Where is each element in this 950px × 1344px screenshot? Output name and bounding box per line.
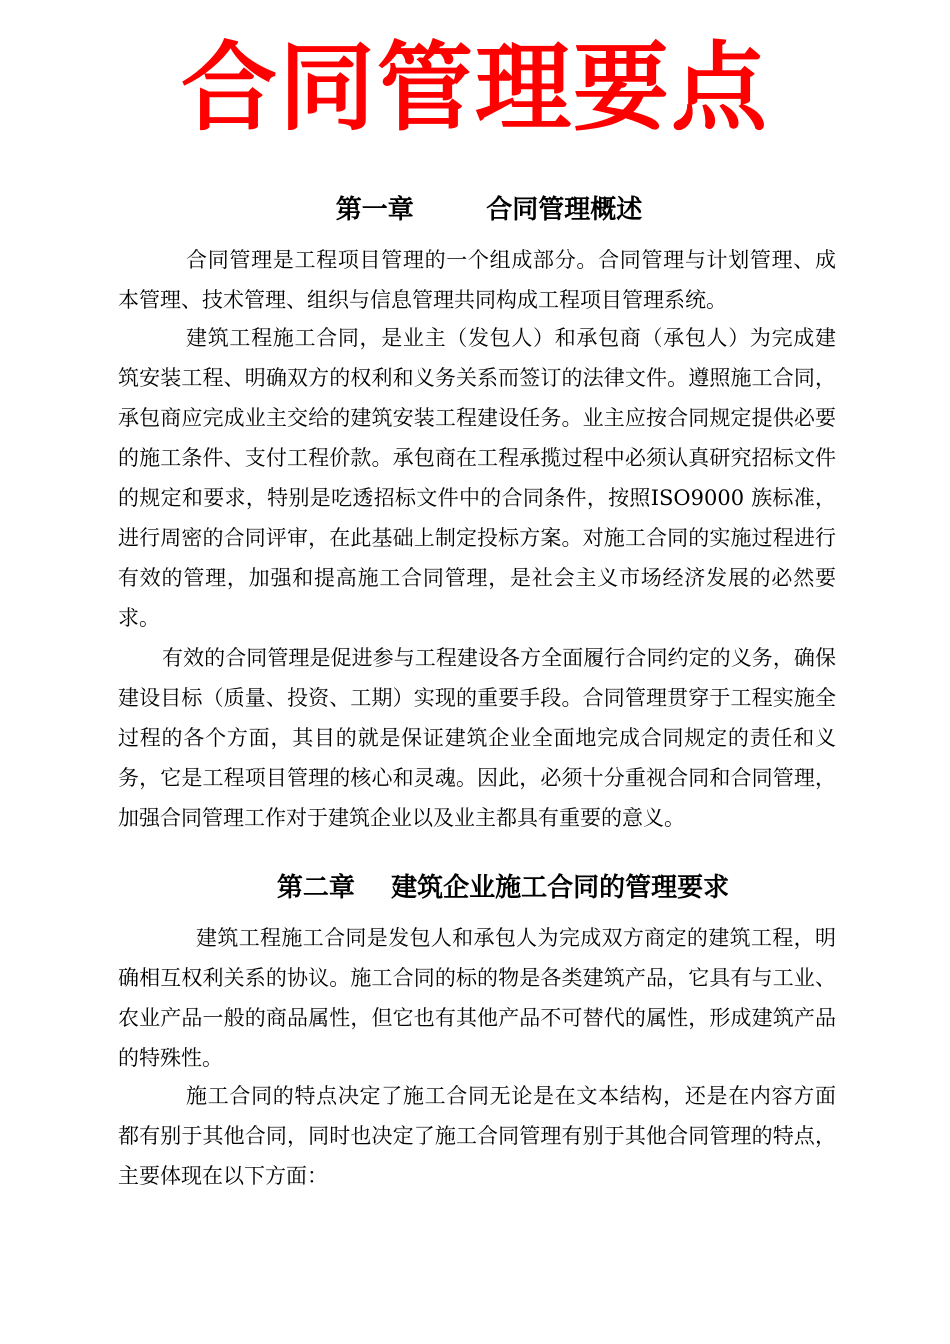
chapter-2-heading: 第二章 建筑企业施工合同的管理要求: [276, 873, 730, 903]
chapter-2-paragraph-2: 施工合同的特点决定了施工合同无论是在文本结构，还是在内容方面都有别于其他合同，同时也决定了施工合同管理有别于其他合同管理的特点，主要体现在以下方面：: [118, 1084, 836, 1188]
chapter-1-paragraph-2: 建筑工程施工合同，是业主（发包人）和承包商（承包人）为完成建筑安装工程、明确双方的权利和义务关系而签订的法律文件。遵照施工合同，承包商应完成业主交给的建筑安装工程建设任务。业主应按合同规定提供必要的施工条件、支付工程价款。承包商在工程承揽过程中必须认真研究招标文件的规定和要求，特别是吃透招标文件中的合同条件，按照ISO9000 族标准，进行周密的合同评审，在此基础上制定投标方案。对施工合同的实施过程进行有效的管理，加强和提高施工合同管理，是社会主义市场经济发展的必然要求。: [118, 326, 836, 630]
chapter-1-heading: 第一章 合同管理概述: [335, 195, 643, 225]
document-title: 合同管理要点: [181, 32, 769, 144]
chapter-1-paragraph-3: 有效的合同管理是促进参与工程建设各方全面履行合同约定的义务，确保建设目标（质量、投资、工期）实现的重要手段。合同管理贯穿于工程实施全过程的各个方面，其目的就是保证建筑企业全面地完成合同规定的责任和义务，它是工程项目管理的核心和灵魂。因此，必须十分重视合同和合同管理，加强合同管理工作对于建筑企业以及业主都具有重要的意义。: [118, 646, 836, 830]
chapter-1-paragraph-1: 合同管理是工程项目管理的一个组成部分。合同管理与计划管理、成本管理、技术管理、组织与信息管理共同构成工程项目管理系统。: [118, 248, 836, 312]
chapter-2-paragraph-1: 建筑工程施工合同是发包人和承包人为完成双方商定的建筑工程，明确相互权利关系的协议。施工合同的标的物是各类建筑产品，它具有与工业、农业产品一般的商品属性，但它也有其他产品不可替代的属性，形成建筑产品的特殊性。: [118, 926, 836, 1070]
